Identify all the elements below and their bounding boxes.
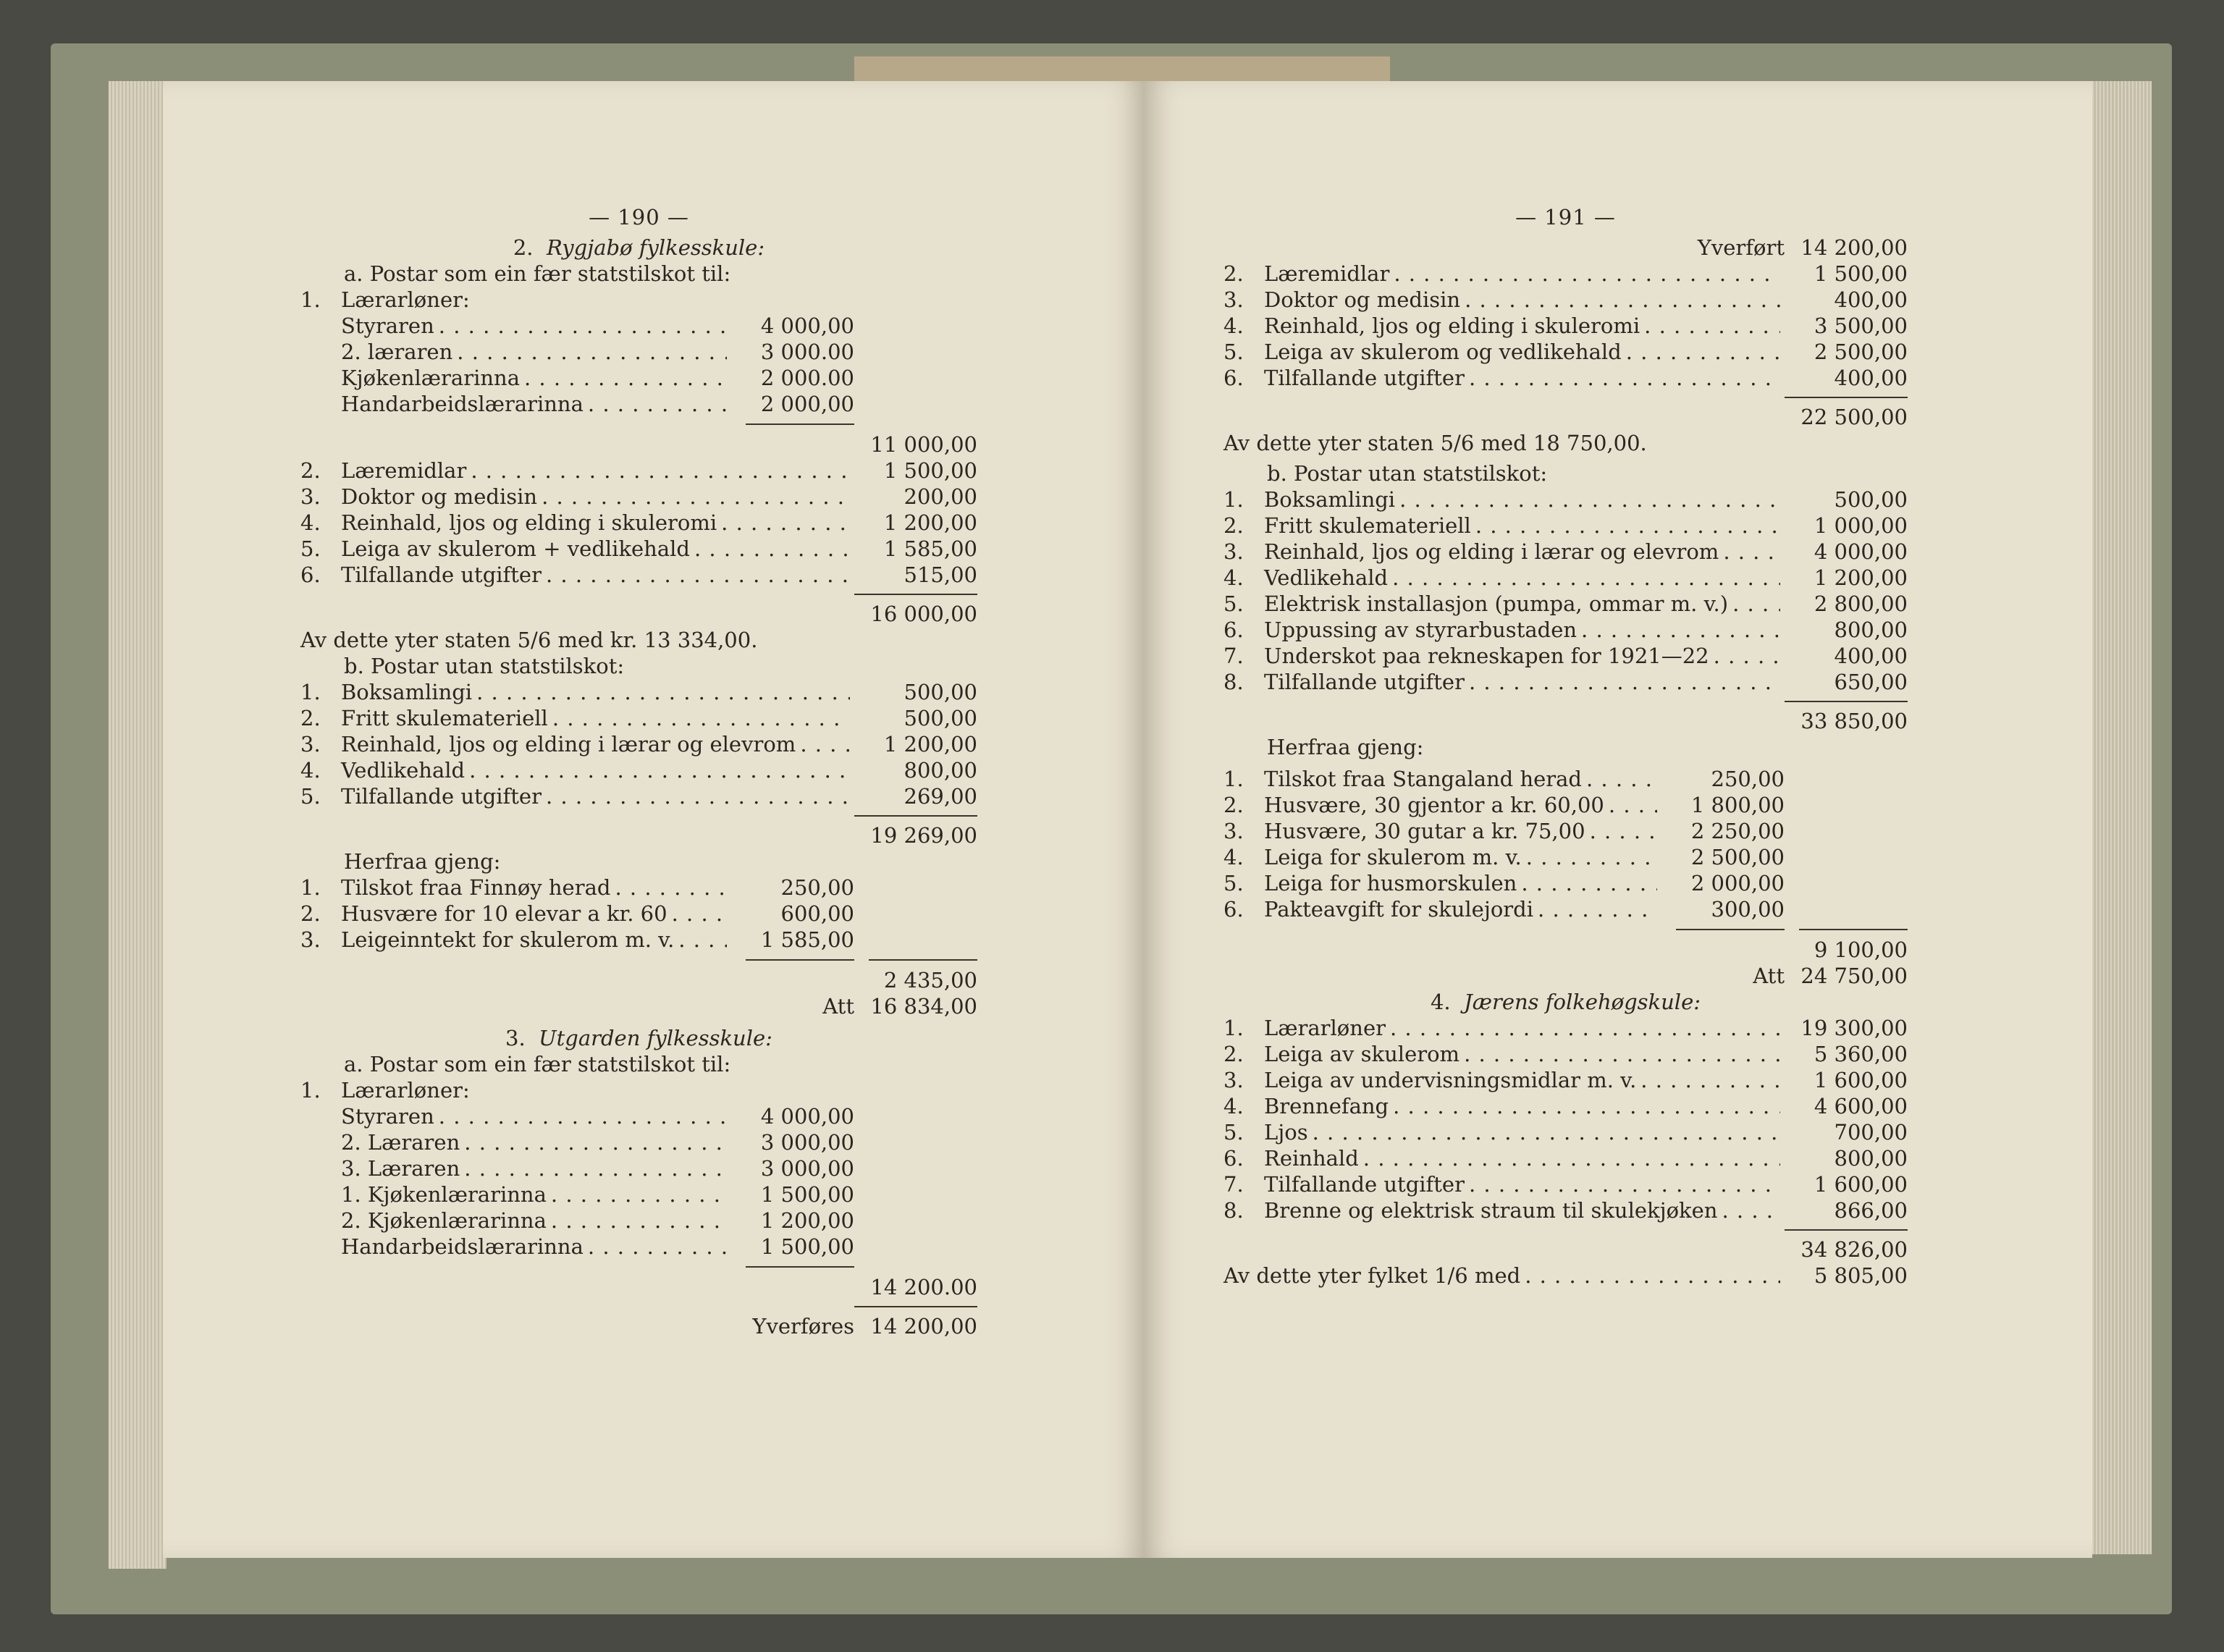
leader-dots xyxy=(464,1155,727,1181)
item-value: 1 600,00 xyxy=(1814,1172,1908,1197)
item-value: 515,00 xyxy=(904,562,977,587)
sum-rule xyxy=(300,809,977,822)
sum-rule xyxy=(300,1260,977,1274)
page-number: — 191 — xyxy=(1515,205,1616,229)
leader-dots xyxy=(469,757,850,783)
item-value: 1 500,00 xyxy=(1814,261,1908,286)
item-value: 1 200,00 xyxy=(883,732,977,757)
item-number: 4. xyxy=(300,510,321,535)
table-row xyxy=(1223,1119,1908,1145)
item-label: Leiga av skulerom og vedlikehald xyxy=(1264,340,1622,364)
item-label: Husvære, 30 gutar a kr. 75,00 xyxy=(1264,819,1585,843)
table-row xyxy=(1223,591,1908,617)
table-row xyxy=(300,731,977,757)
total-row: 16 000,00 xyxy=(870,602,977,626)
leader-dots xyxy=(615,875,727,901)
item-label: Husvære for 10 elevar a kr. 60 xyxy=(341,901,667,926)
left-page-content xyxy=(300,204,977,1339)
item-number: 4. xyxy=(1223,313,1244,338)
leader-dots xyxy=(1469,669,1780,695)
table-row xyxy=(1223,669,1908,695)
item-label: Fritt skulemateriell xyxy=(341,706,548,730)
leader-dots xyxy=(1392,565,1780,591)
item-number: 2. xyxy=(300,706,321,730)
item-value: 800,00 xyxy=(904,758,977,783)
item-value: 19 300,00 xyxy=(1800,1016,1908,1040)
item-number: 7. xyxy=(1223,644,1244,668)
item-label: Tilfallande utgifter xyxy=(1264,366,1465,390)
table-row xyxy=(300,458,977,484)
salary-row xyxy=(300,365,977,391)
sum-rule xyxy=(1223,1223,1908,1236)
leader-dots xyxy=(672,901,727,927)
table-row xyxy=(1223,1171,1908,1197)
deduction-row xyxy=(1223,766,1908,792)
item-label: Fritt skulemateriell xyxy=(1264,513,1471,538)
carried-row: Yverført 14 200,00 xyxy=(1697,235,1908,260)
leader-dots xyxy=(1464,1041,1780,1067)
salary-row xyxy=(300,1155,977,1181)
leader-dots xyxy=(1465,287,1780,313)
item-label: Tilfallande utgifter xyxy=(341,784,542,809)
herfraa-label: Herfraa gjeng: xyxy=(344,849,501,874)
leader-dots xyxy=(524,365,727,391)
item-label: Leiga for skulerom m. v. xyxy=(1264,845,1522,869)
item-label: Læremidlar xyxy=(1264,261,1390,286)
leader-dots xyxy=(471,458,850,484)
leader-dots xyxy=(1313,1119,1780,1145)
sum-rule xyxy=(1223,695,1908,708)
sum-rule xyxy=(300,953,977,967)
item-number: 3. xyxy=(300,732,321,757)
deduction-row xyxy=(1223,896,1908,922)
salary-value: 4 000,00 xyxy=(760,1104,854,1129)
leader-dots xyxy=(1399,486,1780,513)
item-value: 1 200,00 xyxy=(1814,565,1908,590)
item-label: Doktor og medisin xyxy=(341,484,538,509)
item-label: Underskot paa rekneskapen for 1921—22 xyxy=(1264,644,1709,668)
table-row xyxy=(1223,1093,1908,1119)
item-number: 3. xyxy=(1223,819,1244,843)
leader-dots xyxy=(721,510,850,536)
leader-dots xyxy=(439,313,727,339)
item-label: Boksamlingi xyxy=(1264,487,1396,512)
item-number: 1. xyxy=(1223,487,1244,512)
total-row: 22 500,00 xyxy=(1800,405,1908,429)
leader-dots xyxy=(588,391,727,417)
deduction-row xyxy=(1223,870,1908,896)
leader-dots xyxy=(1586,766,1657,792)
leader-dots xyxy=(457,339,727,365)
item-number: 3. xyxy=(1223,287,1244,312)
table-row xyxy=(1223,643,1908,669)
salary-row xyxy=(300,313,977,339)
leader-dots xyxy=(1644,313,1780,339)
item-value: 600,00 xyxy=(780,901,854,926)
item-number: 1. xyxy=(1223,1016,1244,1040)
salary-row xyxy=(300,1234,977,1260)
leader-dots xyxy=(1469,1171,1780,1197)
leader-dots xyxy=(1626,339,1780,365)
salary-label: Kjøkenlærarinna xyxy=(341,366,520,390)
item-value: 800,00 xyxy=(1834,1146,1908,1171)
table-row xyxy=(1223,539,1908,565)
item-label: Læremidlar xyxy=(341,458,467,483)
leader-dots xyxy=(800,731,850,757)
salary-row xyxy=(300,1129,977,1155)
item-value: 4 600,00 xyxy=(1814,1094,1908,1118)
salary-value: 3 000,00 xyxy=(760,1156,854,1181)
item-label: Pakteavgift for skulejordi xyxy=(1264,897,1534,922)
item-number: 4. xyxy=(1223,845,1244,869)
item-label: Tilfallande utgifter xyxy=(341,562,542,587)
item-label: Reinhald, ljos og elding i skuleromi xyxy=(341,510,717,535)
page-edges-right xyxy=(2086,81,2152,1554)
carry-row: Yverføres 14 200,00 xyxy=(752,1314,977,1339)
section-heading: 2. Rygjabø fylkesskule: xyxy=(513,235,765,260)
table-row xyxy=(300,510,977,536)
deduction-row xyxy=(300,927,977,953)
sum-rule xyxy=(1223,391,1908,404)
section-heading: 3. Utgarden fylkesskule: xyxy=(505,1026,772,1050)
salary-value: 1 500,00 xyxy=(760,1182,854,1207)
item-label: Husvære, 30 gjentor a kr. 60,00 xyxy=(1264,793,1604,817)
subtotal-row: 11 000,00 xyxy=(870,432,977,457)
section-heading: 4. Jærens folkehøgskule: xyxy=(1430,990,1701,1014)
leader-dots xyxy=(1363,1145,1780,1171)
item-value: 1 000,00 xyxy=(1814,513,1908,538)
item-label: Boksamlingi xyxy=(341,680,473,704)
salary-label: 3. Læraren xyxy=(341,1156,460,1181)
salary-label: 2. læraren xyxy=(341,340,453,364)
item-label: Leiga av skulerom xyxy=(1264,1042,1460,1066)
salary-row xyxy=(300,391,977,417)
leader-dots xyxy=(439,1103,727,1129)
deductions-total-row: 2 435,00 xyxy=(883,968,977,993)
item-value: 3 500,00 xyxy=(1814,313,1908,338)
item-label: Vedlikehald xyxy=(1264,565,1389,590)
item-value: 1 585,00 xyxy=(760,927,854,952)
item-number: 4. xyxy=(300,758,321,783)
leader-dots xyxy=(1640,1067,1780,1093)
total-row: 34 826,00 xyxy=(1800,1237,1908,1262)
item-value: 650,00 xyxy=(1834,670,1908,694)
item-number: 2. xyxy=(1223,513,1244,538)
item-number: 4. xyxy=(1223,1094,1244,1118)
table-row xyxy=(300,757,977,783)
item-value: 700,00 xyxy=(1834,1120,1908,1145)
salary-label: Styraren xyxy=(341,313,434,338)
item-number: 5. xyxy=(1223,1120,1244,1145)
table-row xyxy=(1223,565,1908,591)
salary-label: 2. Læraren xyxy=(341,1130,460,1155)
leader-dots xyxy=(476,679,850,705)
subtotal-row: 14 200.00 xyxy=(870,1275,977,1299)
item-number: 6. xyxy=(1223,366,1244,390)
salary-value: 3 000,00 xyxy=(760,1130,854,1155)
leader-dots xyxy=(1609,792,1657,818)
item-number: 3. xyxy=(1223,1068,1244,1092)
item-value: 400,00 xyxy=(1834,366,1908,390)
item-value: 250,00 xyxy=(1711,767,1785,791)
item-value: 1 200,00 xyxy=(883,510,977,535)
salary-value: 3 000.00 xyxy=(760,340,854,364)
leader-dots xyxy=(546,562,850,588)
leader-dots xyxy=(678,927,727,953)
table-row xyxy=(1223,287,1908,313)
item-value: 2 800,00 xyxy=(1814,591,1908,616)
item-number: 2. xyxy=(1223,261,1244,286)
leader-dots xyxy=(1581,617,1780,643)
table-row xyxy=(1223,513,1908,539)
table-row xyxy=(1223,486,1908,513)
salary-row xyxy=(300,339,977,365)
item-label: Leigeinntekt for skulerom m. v. xyxy=(341,927,675,952)
item-number: 3. xyxy=(300,484,321,509)
deduction-row xyxy=(300,901,977,927)
item-label: Doktor og medisin xyxy=(1264,287,1461,312)
subheading-b: b. Postar utan statstilskot: xyxy=(1267,461,1548,486)
item-label: Reinhald, ljos og elding i lærar og elevrom xyxy=(1264,539,1719,564)
item-value: 1 800,00 xyxy=(1690,793,1785,817)
list-item: 1. Lærarløner: xyxy=(300,287,470,312)
item-label: Leiga av skulerom + vedlikehald xyxy=(341,536,690,561)
salary-label: Handarbeidslærarinna xyxy=(341,1234,584,1259)
item-value: 500,00 xyxy=(904,680,977,704)
deduction-row xyxy=(1223,792,1908,818)
salary-value: 2 000,00 xyxy=(760,392,854,416)
item-number: 3. xyxy=(300,927,321,952)
item-number: 5. xyxy=(1223,340,1244,364)
herfraa-label: Herfraa gjeng: xyxy=(1267,735,1424,759)
item-label: Tilskot fraa Stangaland herad xyxy=(1264,767,1582,791)
item-label: Uppussing av styrarbustaden xyxy=(1264,618,1578,642)
item-label: Reinhald, ljos og elding i lærar og elevrom xyxy=(341,732,796,757)
item-value: 1 600,00 xyxy=(1814,1068,1908,1092)
att-row: Att 24 750,00 xyxy=(1753,964,1908,988)
item-label: Reinhald, ljos og elding i skuleromi xyxy=(1264,313,1640,338)
leader-dots xyxy=(464,1129,727,1155)
item-value: 2 500,00 xyxy=(1814,340,1908,364)
item-number: 6. xyxy=(1223,1146,1244,1171)
leader-dots xyxy=(1526,844,1657,870)
item-number: 5. xyxy=(1223,591,1244,616)
item-value: 400,00 xyxy=(1834,644,1908,668)
item-number: 3. xyxy=(1223,539,1244,564)
item-number: 1. xyxy=(1223,767,1244,791)
item-value: 4 000,00 xyxy=(1814,539,1908,564)
page-number: — 190 — xyxy=(589,205,689,229)
item-value: 200,00 xyxy=(904,484,977,509)
right-page xyxy=(1144,81,2092,1558)
item-value: 1 585,00 xyxy=(883,536,977,561)
salary-value: 1 500,00 xyxy=(760,1234,854,1259)
item-label: Tilfallande utgifter xyxy=(1264,1172,1465,1197)
leader-dots xyxy=(694,536,850,562)
item-number: 2. xyxy=(1223,1042,1244,1066)
table-row xyxy=(1223,1067,1908,1093)
item-number: 6. xyxy=(300,562,321,587)
item-value: 1 500,00 xyxy=(883,458,977,483)
salary-value: 4 000,00 xyxy=(760,313,854,338)
leader-dots xyxy=(542,484,850,510)
total-row: 19 269,00 xyxy=(870,823,977,848)
item-value: 269,00 xyxy=(904,784,977,809)
item-number: 4. xyxy=(1223,565,1244,590)
salary-row xyxy=(300,1208,977,1234)
att-row: Att 16 834,00 xyxy=(822,994,977,1019)
item-value: 866,00 xyxy=(1834,1198,1908,1223)
item-label: Brennefang xyxy=(1264,1094,1389,1118)
deductions-total-row: 9 100,00 xyxy=(1814,937,1908,962)
table-row xyxy=(1223,1197,1908,1223)
table-row xyxy=(300,679,977,705)
item-number: 5. xyxy=(1223,871,1244,895)
leader-dots xyxy=(1722,1197,1780,1223)
item-label: Leiga av undervisningsmidlar m. v. xyxy=(1264,1068,1637,1092)
leader-dots xyxy=(1732,591,1780,617)
item-value: 2 000,00 xyxy=(1690,871,1785,895)
item-number: 2. xyxy=(300,458,321,483)
deduction-row xyxy=(300,875,977,901)
item-number: 7. xyxy=(1223,1172,1244,1197)
table-row xyxy=(300,484,977,510)
table-row xyxy=(300,705,977,731)
left-page xyxy=(163,81,1144,1558)
table-row xyxy=(1223,313,1908,339)
deduction-row xyxy=(1223,844,1908,870)
sum-rule xyxy=(1223,922,1908,937)
salary-label: Styraren xyxy=(341,1104,434,1129)
leader-dots xyxy=(1723,539,1780,565)
item-value: 5 360,00 xyxy=(1814,1042,1908,1066)
leader-dots xyxy=(1394,261,1780,287)
item-label: Vedlikehald xyxy=(341,758,466,783)
total-row: 33 850,00 xyxy=(1800,709,1908,733)
salary-value: 1 200,00 xyxy=(760,1208,854,1233)
leader-dots xyxy=(546,783,850,809)
deduction-row xyxy=(1223,818,1908,844)
salary-label: 2. Kjøkenlærarinna xyxy=(341,1208,547,1233)
leader-dots xyxy=(1714,643,1780,669)
leader-dots xyxy=(551,1181,727,1208)
table-row xyxy=(300,783,977,809)
item-value: 500,00 xyxy=(904,706,977,730)
item-number: 5. xyxy=(300,536,321,561)
item-number: 6. xyxy=(1223,618,1244,642)
state-note: Av dette yter staten 5/6 med kr. 13 334,00. xyxy=(300,628,758,652)
subheading-b: b. Postar utan statstilskot: xyxy=(344,654,625,678)
salary-label: 1. Kjøkenlærarinna xyxy=(341,1182,547,1207)
table-row xyxy=(1223,365,1908,391)
item-label: Elektrisk installasjon (pumpa, ommar m. v.) xyxy=(1264,591,1729,616)
leader-dots xyxy=(1590,818,1657,844)
item-number: 2. xyxy=(300,901,321,926)
salary-label: Handarbeidslærarinna xyxy=(341,392,584,416)
table-row xyxy=(300,562,977,588)
item-value: 500,00 xyxy=(1834,487,1908,512)
item-label: Ljos xyxy=(1264,1120,1308,1145)
item-number: 5. xyxy=(300,784,321,809)
table-row xyxy=(1223,617,1908,643)
item-number: 8. xyxy=(1223,1198,1244,1223)
salary-row xyxy=(300,1103,977,1129)
item-value: 2 250,00 xyxy=(1690,819,1785,843)
state-note: Av dette yter staten 5/6 med 18 750,00. xyxy=(1223,431,1647,455)
list-item: 1. Lærarløner: xyxy=(300,1078,470,1103)
item-value: 2 500,00 xyxy=(1690,845,1785,869)
leader-dots xyxy=(551,1208,727,1234)
item-value: 400,00 xyxy=(1834,287,1908,312)
leader-dots xyxy=(1521,870,1657,896)
item-label: Lærarløner xyxy=(1264,1016,1386,1040)
salary-value: 2 000.00 xyxy=(760,366,854,390)
item-label: Reinhald xyxy=(1264,1146,1359,1171)
sum-rule xyxy=(300,588,977,601)
item-value: 800,00 xyxy=(1834,618,1908,642)
right-page-content xyxy=(1223,204,1908,1289)
subheading-a: a. Postar som ein fær statstilskot til: xyxy=(344,1052,731,1076)
table-row xyxy=(1223,339,1908,365)
table-row xyxy=(1223,1041,1908,1067)
salary-row xyxy=(300,1181,977,1208)
leader-dots xyxy=(1390,1015,1780,1041)
item-number: 6. xyxy=(1223,897,1244,922)
item-label: Tilfallande utgifter xyxy=(1264,670,1465,694)
sum-rule xyxy=(300,417,977,431)
item-number: 8. xyxy=(1223,670,1244,694)
item-label: Tilskot fraa Finnøy herad xyxy=(341,875,611,900)
item-number: 2. xyxy=(1223,793,1244,817)
sum-rule xyxy=(300,1300,977,1313)
table-row xyxy=(1223,261,1908,287)
item-value: 300,00 xyxy=(1711,897,1785,922)
leader-dots xyxy=(1475,513,1780,539)
table-row xyxy=(300,536,977,562)
leader-dots xyxy=(552,705,850,731)
leader-dots xyxy=(1393,1093,1780,1119)
subheading-a: a. Postar som ein fær statstilskot til: xyxy=(344,261,731,286)
item-number: 1. xyxy=(300,875,321,900)
leader-dots xyxy=(1538,896,1657,922)
table-row xyxy=(1223,1145,1908,1171)
county-note-row: Av dette yter fylket 1/6 med . . . 5 805,00 xyxy=(1223,1263,1908,1289)
table-row xyxy=(1223,1015,1908,1041)
page-edges-left xyxy=(109,81,167,1569)
item-label: Brenne og elektrisk straum til skulekjøken xyxy=(1264,1198,1718,1223)
leader-dots xyxy=(588,1234,727,1260)
leader-dots xyxy=(1469,365,1780,391)
item-label: Leiga for husmorskulen xyxy=(1264,871,1517,895)
item-value: 250,00 xyxy=(780,875,854,900)
item-number: 1. xyxy=(300,680,321,704)
